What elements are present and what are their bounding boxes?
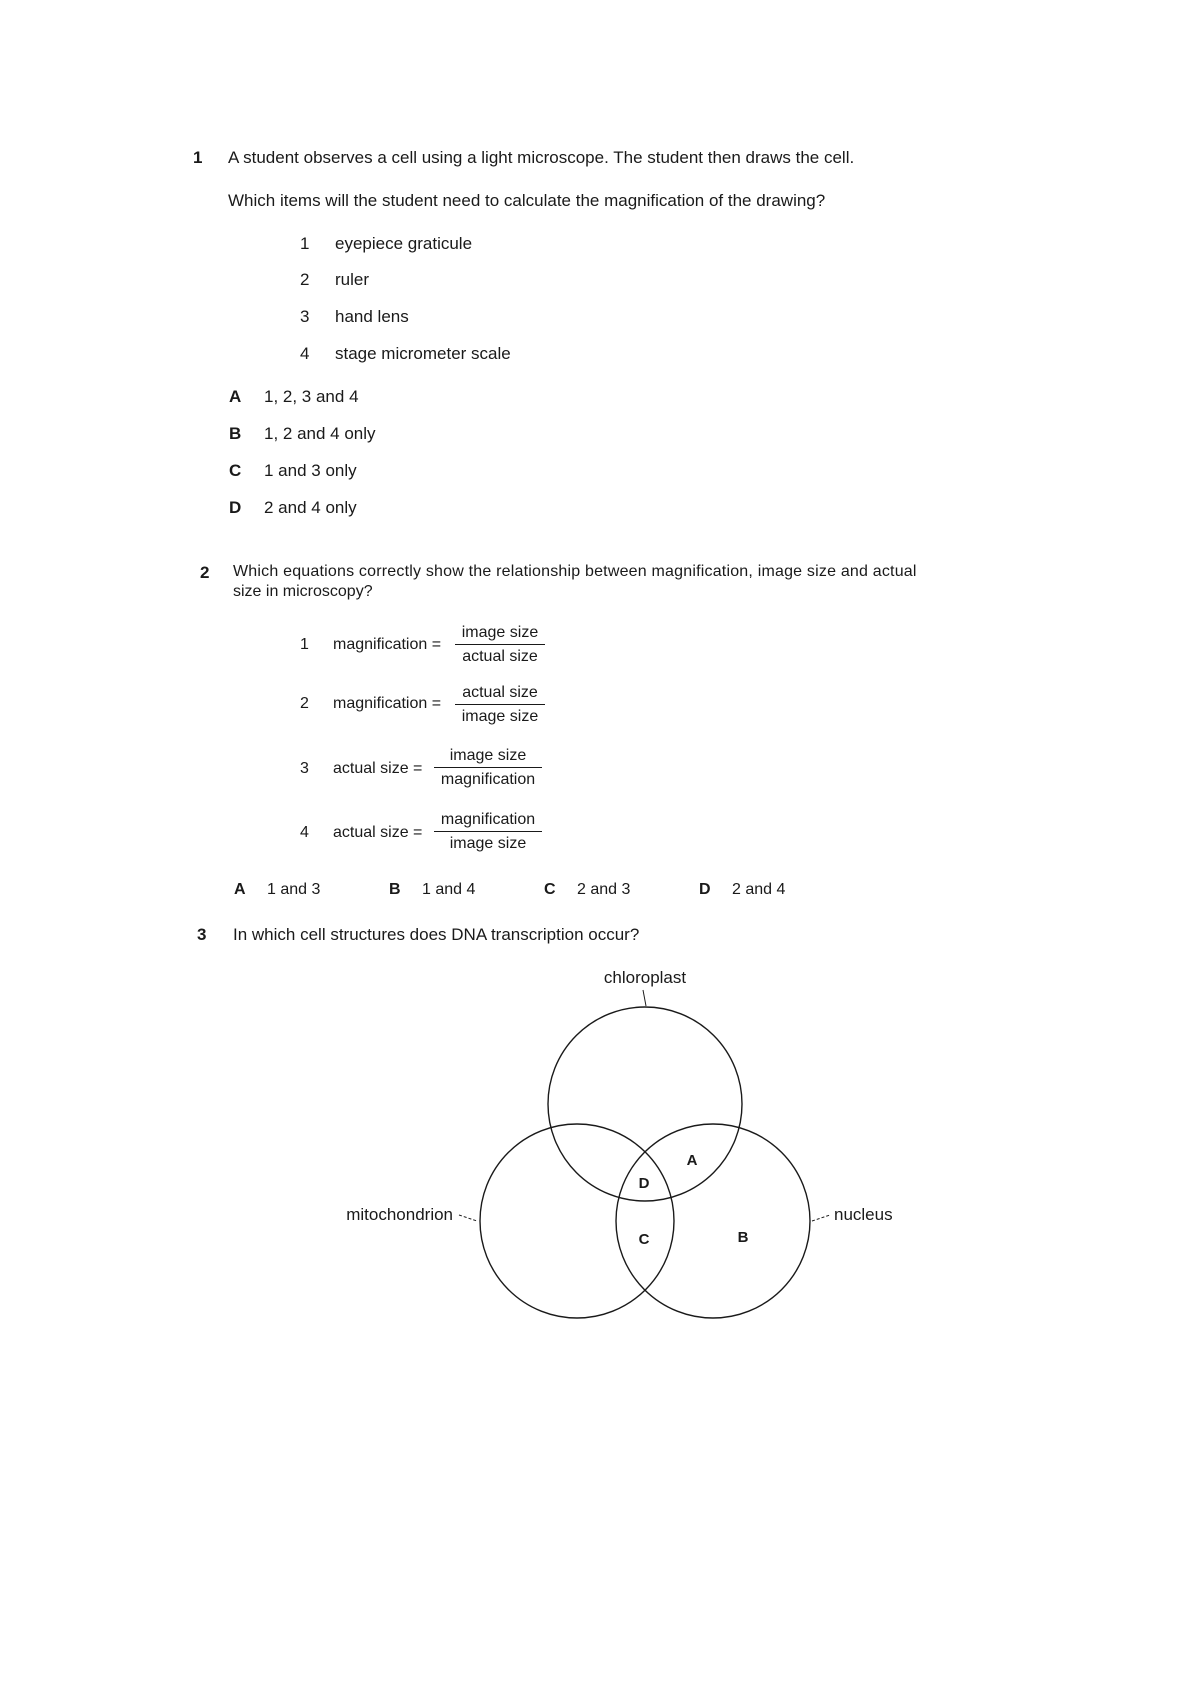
mitochondrion-circle xyxy=(480,1124,674,1318)
fraction-denominator: image size xyxy=(461,708,539,725)
q1-option-text[interactable]: 1, 2 and 4 only xyxy=(264,424,376,443)
nucleus-leader xyxy=(812,1215,830,1221)
q1-option-letter[interactable]: C xyxy=(229,461,242,480)
equation-lhs: magnification = xyxy=(333,695,442,712)
q2-option-text[interactable]: 1 and 3 xyxy=(267,881,321,898)
q1-item-text: eyepiece graticule xyxy=(335,234,473,253)
mitochondrion-leader xyxy=(459,1215,477,1221)
q1-item-number: 3 xyxy=(300,307,310,326)
fraction-numerator: magnification xyxy=(434,811,542,832)
q2-option-text[interactable]: 2 and 3 xyxy=(577,881,631,898)
fraction-numerator: image size xyxy=(455,624,545,645)
chloroplast-circle xyxy=(548,1007,742,1201)
q2-option-text[interactable]: 1 and 4 xyxy=(422,881,476,898)
nucleus-circle xyxy=(616,1124,810,1318)
q1-item-number: 1 xyxy=(300,234,310,253)
equation-number: 1 xyxy=(300,636,309,653)
question-1-prompt: Which items will the student need to calculate the magnification of the drawing? xyxy=(228,191,826,210)
q1-option-letter[interactable]: D xyxy=(229,498,242,517)
question-3-number: 3 xyxy=(197,925,207,944)
q2-option-letter[interactable]: C xyxy=(544,881,556,898)
q2-option-letter[interactable]: A xyxy=(234,881,246,898)
q1-option-text[interactable]: 2 and 4 only xyxy=(264,498,357,517)
q1-option-letter[interactable]: A xyxy=(229,387,242,406)
region-d-label: D xyxy=(638,1175,650,1192)
fraction-numerator: image size xyxy=(434,747,542,768)
fraction-numerator: actual size xyxy=(455,684,545,705)
q1-item-number: 4 xyxy=(300,344,310,363)
question-2-stem: Which equations correctly show the relationship between magnification, image size and actual xyxy=(233,563,917,580)
region-c-label: C xyxy=(638,1231,650,1248)
equation-lhs: actual size = xyxy=(333,824,423,841)
question-1-stem: A student observes a cell using a light microscope. The student then draws the cell. xyxy=(228,148,855,167)
fraction-denominator: actual size xyxy=(462,648,538,665)
nucleus-label: nucleus xyxy=(834,1205,893,1224)
equation-number: 2 xyxy=(300,695,309,712)
region-b-label: B xyxy=(737,1229,749,1246)
chloroplast-leader xyxy=(643,990,646,1006)
fraction-denominator: magnification xyxy=(440,771,536,788)
q2-option-letter[interactable]: B xyxy=(389,881,401,898)
question-2-stem-continued: size in microscopy? xyxy=(233,583,373,600)
fraction-denominator: image size xyxy=(449,835,527,852)
q1-item-text: ruler xyxy=(335,270,370,289)
question-1-number: 1 xyxy=(193,148,203,167)
equation-number: 4 xyxy=(300,824,309,841)
q1-item-text: stage micrometer scale xyxy=(335,344,511,363)
q1-option-letter[interactable]: B xyxy=(229,424,242,443)
q2-option-letter[interactable]: D xyxy=(699,881,711,898)
q1-item-text: hand lens xyxy=(335,307,409,326)
mitochondrion-label: mitochondrion xyxy=(346,1205,453,1224)
q1-option-text[interactable]: 1, 2, 3 and 4 xyxy=(264,387,359,406)
equation-lhs: magnification = xyxy=(333,636,442,653)
q2-option-text[interactable]: 2 and 4 xyxy=(732,881,786,898)
region-a-label: A xyxy=(686,1152,698,1169)
question-2-number: 2 xyxy=(200,563,210,582)
equation-number: 3 xyxy=(300,760,309,777)
question-3-prompt: In which cell structures does DNA transcription occur? xyxy=(233,925,640,944)
q1-option-text[interactable]: 1 and 3 only xyxy=(264,461,357,480)
equation-lhs: actual size = xyxy=(333,760,423,777)
q1-item-number: 2 xyxy=(300,270,310,289)
chloroplast-label: chloroplast xyxy=(603,968,687,987)
